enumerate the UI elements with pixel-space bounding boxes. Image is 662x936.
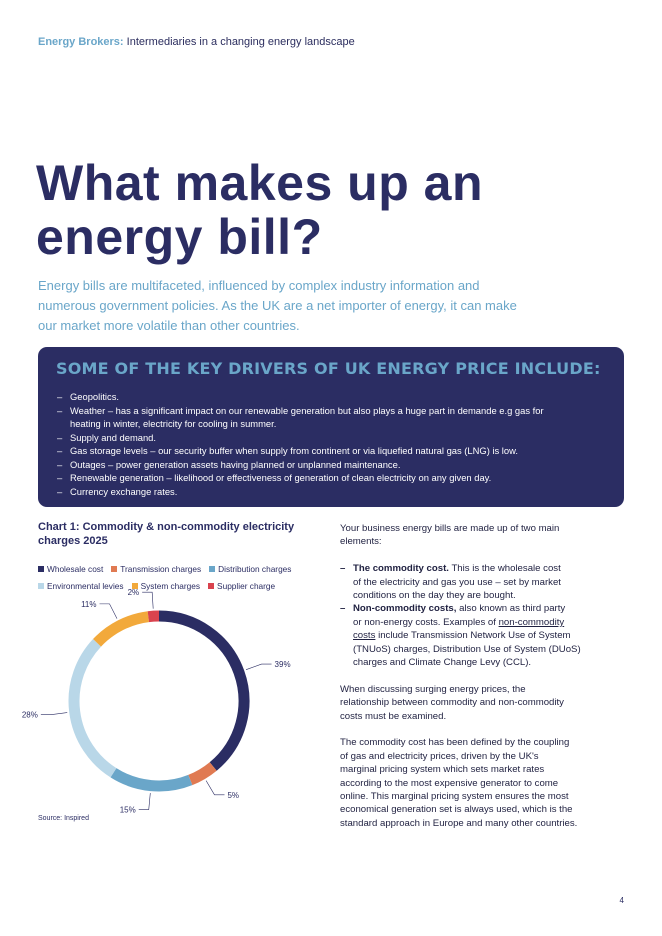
header-brand: Energy Brokers: — [38, 36, 124, 48]
text-line: conditions on the day they are bought. — [353, 590, 516, 602]
donut-slice — [97, 617, 148, 643]
legend-item — [132, 581, 200, 591]
legend-swatch — [38, 566, 44, 572]
text-line: The commodity cost has been defined by the coupling — [340, 737, 570, 749]
paragraph — [340, 736, 610, 830]
legend-label: Wholesale cost — [47, 563, 104, 574]
text-line: costs must be examined. — [340, 710, 447, 722]
donut-slice — [113, 773, 190, 786]
driver-item: – Renewable generation – likelihood or effectiveness of generation of clean electricity on any given day. — [56, 471, 606, 485]
chart-legend — [38, 560, 328, 594]
paragraph — [340, 522, 610, 549]
legend-item — [111, 564, 201, 574]
driver-item: – Geopolitics. — [56, 390, 606, 404]
key-drivers-box — [38, 347, 624, 507]
donut-slice — [148, 616, 159, 617]
key-drivers-list — [56, 390, 606, 498]
legend-label: Transmission charges — [120, 563, 202, 574]
text-line: Your business energy bills are made up of two main — [340, 523, 560, 534]
text-line: of the electricity and gas you use – set by market — [353, 576, 561, 588]
leader-line — [206, 781, 224, 795]
driver-item: – Supply and demand. — [56, 431, 606, 445]
header-subtitle: Intermediaries in a changing energy landscape — [126, 36, 355, 48]
legend-label: Environmental levies — [47, 580, 124, 591]
legend-item — [38, 581, 124, 591]
text-line: or non-energy costs. Examples of — [353, 616, 499, 628]
page-title-line-1: What makes up an — [36, 155, 483, 211]
intro-line-1: Energy bills are multifaceted, influenced by complex industry information and — [38, 278, 480, 293]
slice-label: 11% — [81, 599, 97, 609]
legend-label: Supplier charge — [217, 580, 276, 591]
page-title — [36, 156, 636, 264]
text-line: When discussing surging energy prices, the — [340, 683, 526, 695]
running-header — [38, 36, 355, 48]
bold-term: The commodity cost. — [353, 563, 449, 575]
legend-swatch — [38, 583, 44, 589]
non-commodity-link-cont[interactable]: costs — [353, 630, 376, 642]
slice-label: 5% — [227, 790, 240, 800]
list-item — [340, 602, 610, 669]
legend-item — [209, 564, 291, 574]
key-drivers-heading: SOME OF THE KEY DRIVERS OF UK ENERGY PRICE INCLUDE: — [56, 359, 601, 378]
driver-item-text: Weather – has a significant impact on our renewable generation but also plays a huge part in demande e.g gas for — [70, 404, 544, 416]
right-column — [340, 522, 610, 830]
chart-title: Chart 1: Commodity & non-commodity electricity charges 2025 — [38, 521, 295, 547]
non-commodity-link[interactable]: non-commodity — [498, 616, 565, 628]
text-line: elements: — [340, 536, 382, 548]
chart-source: Source: Inspired — [38, 815, 89, 822]
donut-chart — [20, 588, 310, 815]
legend-item — [38, 564, 103, 574]
page-number: 4 — [619, 896, 624, 905]
legend-row — [38, 560, 328, 577]
page-title-line-2: energy bill? — [36, 209, 323, 265]
intro-line-3: our market more volatile than other countries. — [38, 318, 300, 333]
text-line: standard approach in Europe and many other countries. — [340, 817, 578, 829]
cost-elements-list — [340, 562, 610, 669]
legend-swatch — [209, 566, 215, 572]
driver-item: – Gas storage levels – our security buffer when supply from continent or via liquefied natural gas (LNG) is low. — [56, 444, 606, 458]
legend-swatch — [208, 583, 214, 589]
leader-line — [246, 664, 272, 670]
leader-line — [100, 604, 117, 619]
text-line: (TNUoS) charges, Distribution Use of System (DUoS) — [353, 643, 581, 655]
text-line: according to the most expensive generator to come — [340, 777, 559, 789]
slice-label: 39% — [274, 660, 291, 670]
text-line: of gas and electricity prices, driven by the UK's — [340, 750, 539, 762]
text-line: include Transmission Network Use of System — [375, 630, 571, 642]
leader-line — [142, 592, 153, 608]
driver-item: – Currency exchange rates. — [56, 485, 606, 499]
text-line: charges and Climate Change Levy (CCL). — [353, 657, 532, 669]
text-line: economical generation set is always used, which is the — [340, 804, 573, 816]
leader-line — [139, 793, 151, 809]
text-line: also known as third party — [456, 603, 566, 615]
slice-label: 2% — [127, 588, 140, 598]
driver-item-text-cont: heating in winter, electricity for cooling in summer. — [70, 418, 277, 429]
text-line: online. This marginal pricing system ensures the most — [340, 791, 569, 803]
text-line: This is the wholesale cost — [448, 563, 561, 575]
donut-slice — [159, 616, 244, 766]
intro-line-2: numerous government policies. As the UK are a net importer of energy, it can make — [38, 298, 517, 313]
list-item — [340, 562, 610, 602]
leader-line — [41, 713, 67, 715]
driver-item: – Outages – power generation assets having planned or unplanned maintenance. — [56, 458, 606, 472]
legend-label: Distribution charges — [218, 563, 292, 574]
donut-slice — [190, 766, 213, 780]
intro-paragraph — [38, 276, 578, 336]
legend-label: System charges — [140, 580, 201, 591]
slice-label: 15% — [119, 805, 136, 815]
text-line: relationship between commodity and non-commodity — [340, 697, 564, 709]
donut-slice — [74, 643, 113, 773]
slice-label: 28% — [21, 710, 38, 720]
driver-item — [56, 404, 606, 431]
text-line: marginal pricing system which sets market rates — [340, 764, 545, 776]
legend-swatch — [111, 566, 117, 572]
legend-item — [208, 581, 275, 591]
legend-row — [38, 577, 328, 594]
bold-term: Non-commodity costs, — [353, 603, 457, 615]
paragraph — [340, 683, 610, 723]
